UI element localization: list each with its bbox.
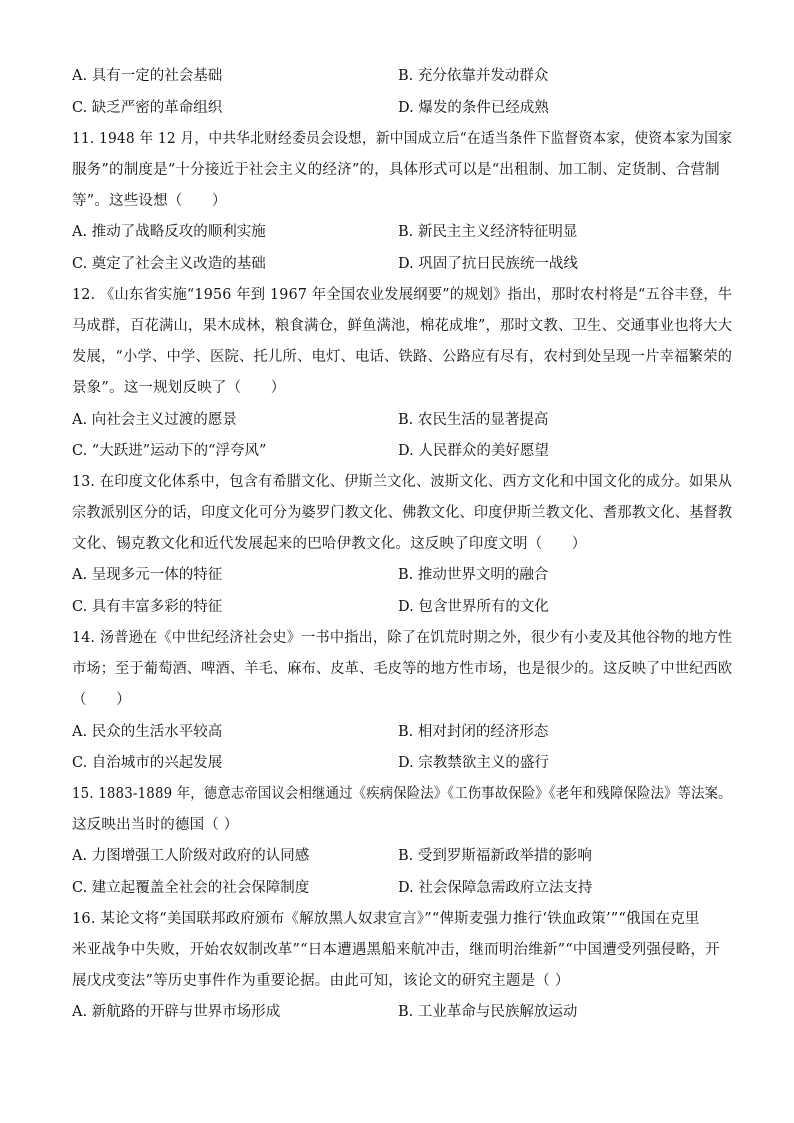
option-a[interactable]: A. 力图增强工人阶级对政府的认同感 — [72, 848, 310, 864]
question-12-text-line: 马成群，百花满山，果木成林，粮食满仓，鲜鱼满池，棉花成堆”，那时文教、卫生、交通事业也将大大 — [72, 318, 733, 334]
question-11-text-line: 11. 1948 年 12 月，中共华北财经委员会设想，新中国成立后“在适当条件下监督资本家，使资本家为国家 — [72, 131, 733, 147]
question-13-text-line: 文化、锡克教文化和近代发展起来的巴哈伊教文化。这反映了印度文明（ ） — [72, 536, 587, 552]
option-d[interactable]: D. 宗教禁欲主义的盛行 — [398, 755, 549, 771]
question-15-text-line: 这反映出当时的德国（ ） — [72, 817, 239, 833]
option-a[interactable]: A. 具有一定的社会基础 — [72, 68, 223, 84]
option-a[interactable]: A. 推动了战略反攻的顺利实施 — [72, 224, 266, 240]
option-c[interactable]: C. 奠定了社会主义改造的基础 — [72, 256, 266, 272]
option-c[interactable]: C. 具有丰富多彩的特征 — [72, 599, 223, 615]
option-c[interactable]: C. 自治城市的兴起发展 — [72, 755, 223, 771]
question-14-text-line: 市场；至于葡萄酒、啤酒、羊毛、麻布、皮革、毛皮等的地方性市场，也是很少的。这反映了中世纪西欧 — [72, 661, 733, 677]
question-12-text-line: 发展，“小学、中学、医院、托儿所、电灯、电话、铁路、公路应有尽有，农村到处呈现一片幸福繁荣的 — [72, 349, 733, 365]
option-b[interactable]: B. 相对封闭的经济形态 — [398, 724, 549, 740]
question-11-text-line: 等”。这些设想（ ） — [72, 193, 227, 209]
option-a[interactable]: A. 呈现多元一体的特征 — [72, 567, 223, 583]
question-12-text-line: 景象”。这一规划反映了（ ） — [72, 380, 286, 396]
question-16-text-line: 展戊戌变法”等历史事件作为重要论据。由此可知，该论文的研究主题是（ ） — [72, 973, 570, 989]
question-14-text-line: 14. 汤普逊在《中世纪经济社会史》一书中指出，除了在饥荒时期之外，很少有小麦及其他谷物的地方性 — [72, 630, 733, 646]
question-12-text-line: 12. 《山东省实施“1956 年到 1967 年全国农业发展纲要”的规划》指出，那时农村将是“五谷丰登，牛 — [72, 287, 733, 303]
option-c[interactable]: C. 缺乏严密的革命组织 — [72, 100, 223, 116]
option-b[interactable]: B. 农民生活的显著提高 — [398, 412, 549, 428]
option-a[interactable]: A. 向社会主义过渡的愿景 — [72, 412, 237, 428]
question-16-text-line: 米亚战争中失败，开始农奴制改革”“日本遭遇黑船来航冲击，继而明治维新”“中国遭受列强侵略，开 — [72, 942, 720, 958]
option-c[interactable]: C. 建立起覆盖全社会的社会保障制度 — [72, 880, 310, 896]
option-b[interactable]: B. 新民主主义经济特征明显 — [398, 224, 578, 240]
option-d[interactable]: D. 爆发的条件已经成熟 — [398, 100, 549, 116]
question-11-text-line: 服务”的制度是“十分接近于社会主义的经济”的，具体形式可以是“出租制、加工制、定货制、合营制 — [72, 162, 720, 178]
option-d[interactable]: D. 巩固了抗日民族统一战线 — [398, 256, 578, 272]
option-b[interactable]: B. 推动世界文明的融合 — [398, 567, 549, 583]
question-15-text-line: 15. 1883-1889 年，德意志帝国议会相继通过《疾病保险法》《工伤事故保险》《老年和残障保险法》等法案。 — [72, 786, 732, 802]
question-16-text-line: 16. 某论文将“美国联邦政府颁布《解放黑人奴隶宣言》”“俾斯麦强力推行‘铁血政策’”“俄国在克里 — [72, 911, 700, 927]
question-13-text-line: 13. 在印度文化体系中，包含有希腊文化、伊斯兰文化、波斯文化、西方文化和中国文化的成分。如果从 — [72, 474, 733, 490]
option-d[interactable]: D. 包含世界所有的文化 — [398, 599, 549, 615]
option-d[interactable]: D. 人民群众的美好愿望 — [398, 443, 549, 459]
question-13-text-line: 宗教派别区分的话，印度文化可分为婆罗门教文化、佛教文化、印度伊斯兰教文化、耆那教文化、基督教 — [72, 505, 733, 521]
option-b[interactable]: B. 工业革命与民族解放运动 — [398, 1004, 578, 1020]
option-c[interactable]: C. “大跃进”运动下的“浮夸风” — [72, 443, 267, 459]
option-d[interactable]: D. 社会保障急需政府立法支持 — [398, 880, 593, 896]
option-a[interactable]: A. 新航路的开辟与世界市场形成 — [72, 1004, 281, 1020]
option-b[interactable]: B. 受到罗斯福新政举措的影响 — [398, 848, 592, 864]
option-b[interactable]: B. 充分依靠并发动群众 — [398, 68, 549, 84]
question-14-text-line: （ ） — [72, 692, 131, 708]
option-a[interactable]: A. 民众的生活水平较高 — [72, 724, 223, 740]
